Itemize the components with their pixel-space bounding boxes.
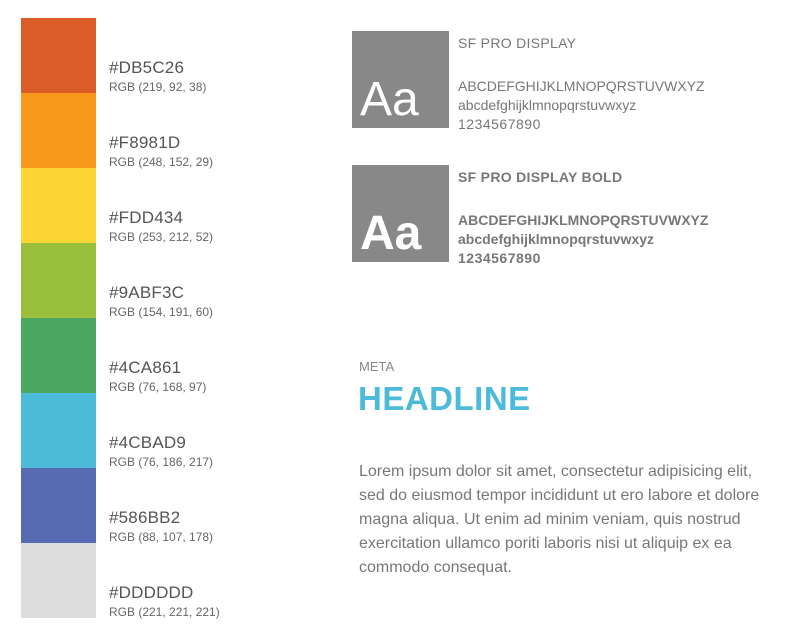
swatch-hex-label: #DB5C26 xyxy=(109,58,185,77)
color-palette xyxy=(21,18,341,618)
headline: HEADLINE xyxy=(358,380,531,417)
swatch-rgb-label: RGB (221, 221, 221) xyxy=(109,605,220,619)
swatch-rgb-label: RGB (76, 168, 97) xyxy=(109,380,207,394)
swatch-hex-label: #F8981D xyxy=(109,133,181,152)
color-swatch xyxy=(21,18,96,93)
font-name: SF PRO DISPLAY xyxy=(458,35,577,51)
color-swatch xyxy=(21,393,96,468)
font-digits-sample: 1234567890 xyxy=(458,116,541,132)
swatch-row xyxy=(21,168,341,243)
color-swatch xyxy=(21,468,96,543)
swatch-row xyxy=(21,318,341,393)
font-lowercase-sample: abcdefghijklmnopqrstuvwxyz xyxy=(458,231,655,247)
font-name: SF PRO DISPLAY BOLD xyxy=(458,169,623,185)
swatch-rgb-label: RGB (154, 191, 60) xyxy=(109,305,214,319)
type-sample-bold xyxy=(352,165,792,266)
font-uppercase-sample: ABCDEFGHIJKLMNOPQRSTUVWXYZ xyxy=(458,78,705,94)
swatch-hex-label: #4CBAD9 xyxy=(109,433,186,452)
swatch-rgb-label: RGB (88, 107, 178) xyxy=(109,530,214,544)
meta-label: META xyxy=(359,359,395,374)
color-swatch xyxy=(21,543,96,618)
color-swatch xyxy=(21,318,96,393)
swatch-hex-label: #4CA861 xyxy=(109,358,182,377)
swatch-row xyxy=(21,543,341,618)
swatch-hex-label: #DDDDDD xyxy=(109,583,194,602)
color-swatch xyxy=(21,243,96,318)
font-uppercase-sample: ABCDEFGHIJKLMNOPQRSTUVWXYZ xyxy=(458,212,709,228)
font-preview-glyph: Aa xyxy=(360,207,422,260)
swatch-rgb-label: RGB (248, 152, 29) xyxy=(109,155,214,169)
swatch-rgb-label: RGB (76, 186, 217) xyxy=(109,455,214,469)
font-preview-glyph: Aa xyxy=(360,73,419,126)
swatch-hex-label: #FDD434 xyxy=(109,208,184,227)
color-swatch xyxy=(21,168,96,243)
swatch-rgb-label: RGB (253, 212, 52) xyxy=(109,230,214,244)
swatch-hex-label: #9ABF3C xyxy=(109,283,185,302)
type-sample-regular xyxy=(352,31,792,132)
swatch-row xyxy=(21,468,341,543)
swatch-rgb-label: RGB (219, 92, 38) xyxy=(109,80,207,94)
color-swatch xyxy=(21,93,96,168)
swatch-row xyxy=(21,93,341,168)
swatch-row xyxy=(21,243,341,318)
swatch-row xyxy=(21,393,341,468)
font-preview-box xyxy=(352,31,449,128)
font-lowercase-sample: abcdefghijklmnopqrstuvwxyz xyxy=(458,97,637,113)
font-digits-sample: 1234567890 xyxy=(458,250,541,266)
body-paragraph: Lorem ipsum dolor sit amet, consectetur adipisicing elit, sed do eiusmod tempor incididunt ut ero labore et dolore magna aliqua. Ut enim ad minim veniam, quis nostrud exercitation ullamco poriti laboris nisi ut aliquip ex ea commodo consequat. xyxy=(359,463,760,576)
font-preview-box xyxy=(352,165,449,262)
swatch-row xyxy=(21,18,341,93)
swatch-hex-label: #586BB2 xyxy=(109,508,181,527)
